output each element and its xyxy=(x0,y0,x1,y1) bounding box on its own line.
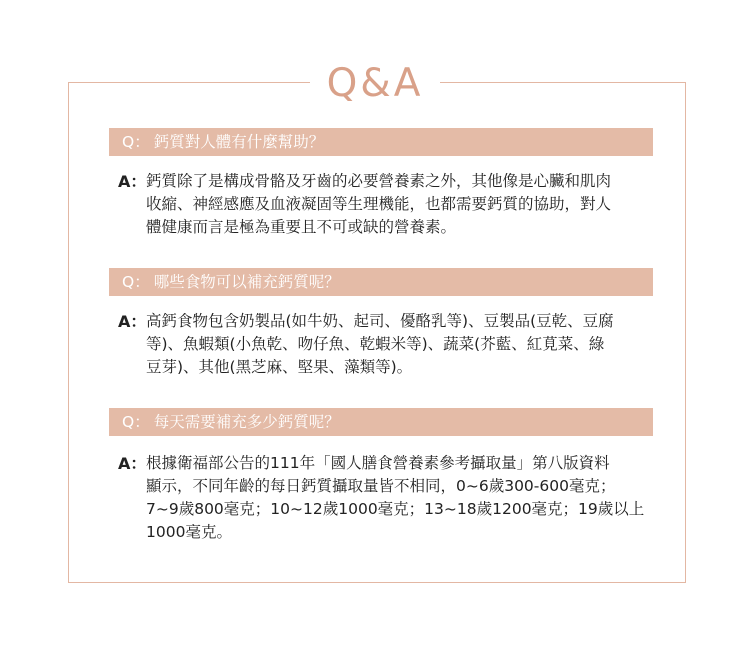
question-bar-2 xyxy=(109,268,653,296)
answer-label: A： xyxy=(118,172,147,191)
answer-line: 體健康而言是極為重要且不可或缺的營養素。 xyxy=(146,218,457,236)
question-bar-3 xyxy=(109,408,653,436)
answer-label: A： xyxy=(118,454,147,473)
answer-line: 根據衛福部公告的111年「國人膳食營養素參考攝取量」第八版資料 xyxy=(146,454,610,472)
answer-line: 收縮、神經感應及血液凝固等生理機能，也都需要鈣質的協助，對人 xyxy=(146,195,612,213)
answer-line: 鈣質除了是構成骨骼及牙齒的必要營養素之外，其他像是心臟和肌肉 xyxy=(146,172,612,190)
question-bar-1 xyxy=(109,128,653,156)
answer-line: 豆芽)、其他(黑芝麻、堅果、藻類等)。 xyxy=(146,358,413,376)
answer-line: 1000毫克。 xyxy=(146,523,232,541)
question-prefix: Q： xyxy=(122,413,150,431)
answer-line: 等)、魚蝦類(小魚乾、吻仔魚、乾蝦米等)、蔬菜(芥藍、紅莧菜、綠 xyxy=(146,335,605,353)
answer-text xyxy=(146,170,650,239)
question-text: 哪些食物可以補充鈣質呢？ xyxy=(153,273,340,291)
question-prefix: Q： xyxy=(122,133,150,151)
answer-label: A： xyxy=(118,312,147,331)
answer-text xyxy=(146,452,650,544)
question-text: 每天需要補充多少鈣質呢？ xyxy=(153,413,340,431)
answer-text xyxy=(146,310,650,379)
answer-line: 高鈣食物包含奶製品(如牛奶、起司、優酪乳等)、豆製品(豆乾、豆腐 xyxy=(146,312,614,330)
page-title: Q&A xyxy=(310,58,440,110)
answer-line: 顯示，不同年齡的每日鈣質攝取量皆不相同，0~6歲300-600毫克； xyxy=(146,477,616,495)
question-text: 鈣質對人體有什麼幫助？ xyxy=(153,133,325,151)
answer-line: 7~9歲800毫克；10~12歲1000毫克；13~18歲1200毫克；19歲以上 xyxy=(146,500,645,518)
question-prefix: Q： xyxy=(122,273,150,291)
